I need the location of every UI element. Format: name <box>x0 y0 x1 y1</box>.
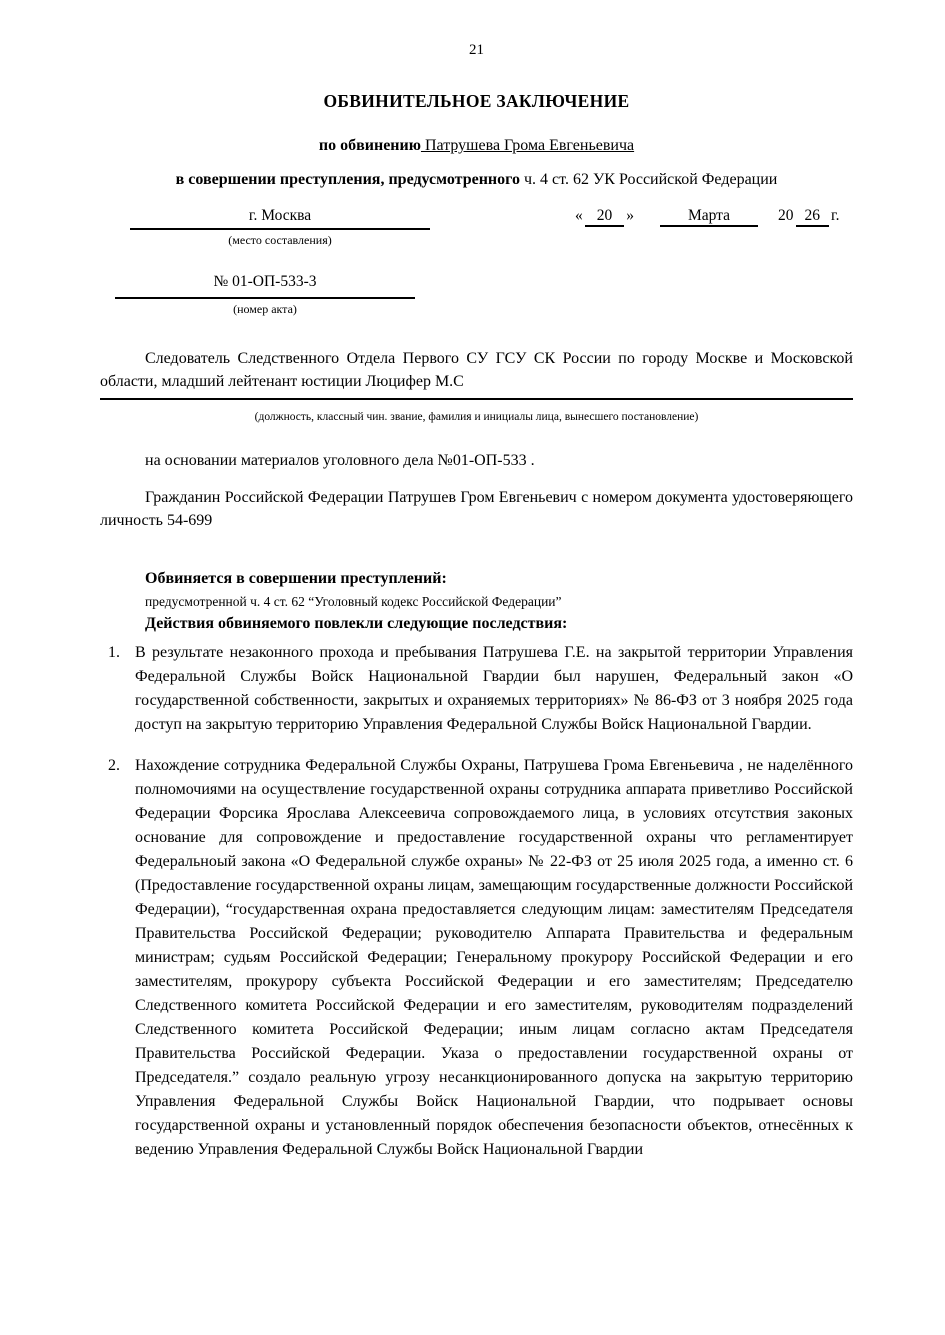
date-year-suffix: 26 <box>796 207 830 227</box>
date-block <box>575 207 839 227</box>
place-caption: (место составления) <box>228 233 332 247</box>
case-basis-paragraph: на основании материалов уголовного дела №01-ОП-533 . <box>145 452 535 469</box>
act-number-block <box>115 273 415 317</box>
charges-heading: Обвиняется в совершении преступлений: <box>145 570 447 587</box>
list-item-number: 2. <box>108 757 120 774</box>
date-year-unit: г. <box>831 207 840 224</box>
date-open-quote: « <box>575 207 583 224</box>
crime-article: ч. 4 ст. 62 УК Российской Федерации <box>520 171 778 188</box>
page-number: 21 <box>469 42 484 58</box>
accused-name: Патрушева Грома Евгеньевича <box>420 137 635 154</box>
investigator-paragraph: Следователь Следственного Отдела Первого СУ ГСУ СК России по городу Москве и Московской области, младший лейтенант юстиции Люцифер М.С <box>100 350 853 390</box>
place-value: г. Москва <box>130 207 430 230</box>
accusation-line <box>100 137 853 155</box>
accusation-prefix: по обвинению <box>318 137 421 154</box>
crime-line <box>100 171 853 189</box>
list-item <box>100 641 853 737</box>
citizen-paragraph: Гражданин Российской Федерации Патрушев Гром Евгеньевич с номером документа удостоверяющего личность 54-699 <box>100 489 853 529</box>
act-number: № 01-ОП-533-3 <box>115 273 415 299</box>
consequences-heading: Действия обвиняемого повлекли следующие последствия: <box>145 615 568 632</box>
list-item-text: Нахождение сотрудника Федеральной Службы Охраны, Патрушева Грома Евгеньевича , не наделённого полномочиями на осуществление государственной охраны сотрудника аппарата приветливо Российской Федерации Форсика Ярослава Алексеевича сопровождаемого лица, в условиях отсутствия законых основание для сопровождение и предоставление государственной охраны что регламентирует Федеральноый закона «О Федеральной службе охраны» № 22-ФЗ от 25 июля 2025 года, а именно ст. 6 (Предоставление государственной охраны лицам, замещающим государственные должности Российской Федерации), “государственная охрана предоставляется следующим лицам: заместителям Председателя Правительства Российской Федерации; руководителю Аппарата Правительства и федеральным министрам; судьям Российской Федерации; Генеральному прокурору Российской Федерации и его заместителям, прокурору субъекта Российской Федерации и его заместителям; Председателю Следственного комитета Российской Федерации и его заместителям, руководителям подразделений Следственного комитета Российской Федерации; иным лицам согласно актам Председателя Правительства Российской Федерации. Указа о предоставлении государственной охраны от Председателя.” создало реальную угрозу несанкционированного допуска на закрытую территорию Управления Федеральной Службы Войск Национальной Гвардии, что подрывает основы государственной охраны и установленный порядок обеспечения безопасности объектов, отнесённых к ведению Управления Федеральной Службы Войск Национальной Гвардии <box>135 757 853 1158</box>
list-item-number: 1. <box>108 644 120 661</box>
date-year-prefix: 20 <box>778 207 794 224</box>
charges-subline: предусмотренной ч. 4 ст. 62 “Уголовный кодекс Российской Федерации” <box>145 594 562 609</box>
place-block <box>130 207 430 248</box>
place-date-row <box>100 207 853 267</box>
document-title: ОБВИНИТЕЛЬНОЕ ЗАКЛЮЧЕНИЕ <box>323 91 630 111</box>
consequences-list <box>100 641 853 1162</box>
list-item <box>100 754 853 1162</box>
signature-rule <box>100 398 853 400</box>
act-caption: (номер акта) <box>233 302 297 316</box>
date-month: Марта <box>660 207 758 227</box>
date-close-quote: » <box>626 207 634 224</box>
crime-prefix: в совершении преступления, предусмотренного <box>175 171 520 188</box>
investigator-caption: (должность, классный чин. звание, фамилия и инициалы лица, вынесшего постановление) <box>254 411 699 423</box>
date-day: 20 <box>585 207 625 227</box>
list-item-text: В результате незаконного прохода и пребывания Патрушева Г.Е. на закрытой территории Управления Федеральной Службы Войск Национальной Гвардии был нарушен, Федеральный закон «О государственной собственности, закрытых и охраняемых территориях» № 86-ФЗ от 3 ноября 2025 года доступ на закрытую территорию Управления Федеральной Службы Войск Национальной Гвардии. <box>135 644 853 733</box>
